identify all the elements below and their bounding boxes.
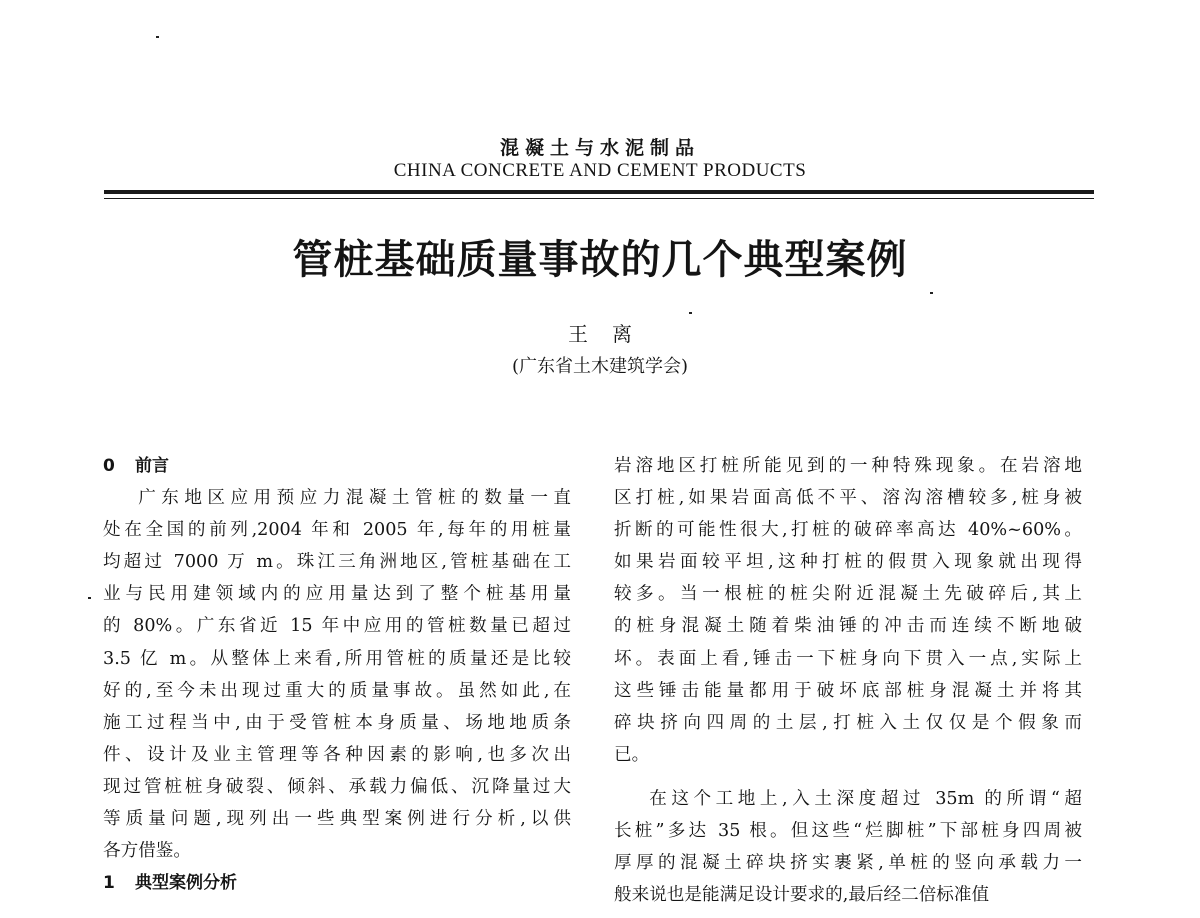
text-line: 各方借鉴。 [103,841,191,862]
article-affiliation: (广东省土木建筑学会) [511,356,689,377]
header-rule-thick [104,190,1094,194]
section-heading-intro [103,450,571,482]
text-line: 碎块挤向四周的土层,打桩入土仅仅是个假象而 [614,712,1082,733]
scan-speck [689,312,692,314]
text-line: 已。 [614,744,650,765]
article-title: 管桩基础质量事故的几个典型案例 [292,237,908,283]
text-line: 施工过程当中,由于受管桩本身质量、场地地质条 [103,712,571,733]
text-line: 现过管桩桩身破裂、倾斜、承载力偏低、沉降量过大 [103,776,571,797]
section-title: 前言 [135,456,169,476]
text-line: 如果岩面较平坦,这种打桩的假贯入现象就出现得 [614,552,1082,573]
text-line: 般来说也是能满足设计要求的,最后经二倍标准值 [614,885,990,906]
section-number: 1 [103,873,115,894]
text-line: 在这个工地上,入土深度超过 35m 的所谓“超 [649,788,1082,809]
text-line: 厚厚的混凝土碎块挤实裹紧,单桩的竖向承载力一 [614,853,1082,874]
text-line: 好的,至今未出现过重大的质量事故。虽然如此,在 [103,680,571,701]
header-rule-thin [104,198,1094,199]
text-line: 等质量问题,现列出一些典型案例进行分析,以供 [103,809,571,830]
article-author: 王离 [568,322,656,346]
intro-paragraph [103,482,571,867]
text-line: 的桩身混凝土随着柴油锤的冲击而连续不断地破 [614,616,1082,637]
body-paragraph [614,783,1082,911]
text-line: 3.5 亿 m。从整体上来看,所用管桩的质量还是比较 [103,648,571,669]
text-line: 业与民用建领域内的应用量达到了整个桩基用量 [103,584,571,605]
text-line: 坏。表面上看,锤击一下桩身向下贯入一点,实际上 [614,648,1082,669]
left-column [103,450,571,899]
journal-name-en: CHINA CONCRETE AND CEMENT PRODUCTS [393,160,807,181]
paragraph-gap [614,771,1082,783]
scan-speck [930,292,933,294]
text-line: 均超过 7000 万 m。珠江三角洲地区,管桩基础在工 [103,552,571,573]
body-paragraph [614,450,1082,771]
section-number: 0 [103,456,115,476]
journal-name-cn: 混凝土与水泥制品 [499,137,700,159]
text-line: 较多。当一根桩的桩尖附近混凝土先破碎后,其上 [614,584,1082,605]
scan-speck [156,36,159,38]
text-line: 岩溶地区打桩所能见到的一种特殊现象。在岩溶地 [614,456,1082,476]
section-heading-cases [103,867,571,899]
text-line: 折断的可能性很大,打桩的破碎率高达 40%~60%。 [614,520,1082,541]
text-line: 处在全国的前列,2004 年和 2005 年,每年的用桩量 [103,520,571,541]
scan-speck [88,597,91,599]
section-title: 典型案例分析 [135,873,237,894]
text-line: 件、设计及业主管理等各种因素的影响,也多次出 [103,744,571,765]
text-line: 区打桩,如果岩面高低不平、溶沟溶槽较多,桩身被 [614,488,1082,509]
text-line: 长桩”多达 35 根。但这些“烂脚桩”下部桩身四周被 [614,821,1082,842]
right-column [614,450,1082,911]
text-line: 这些锤击能量都用于破坏底部桩身混凝土并将其 [614,680,1082,701]
text-line: 的 80%。广东省近 15 年中应用的管桩数量已超过 [103,616,571,637]
text-line: 广东地区应用预应力混凝土管桩的数量一直 [138,488,571,509]
